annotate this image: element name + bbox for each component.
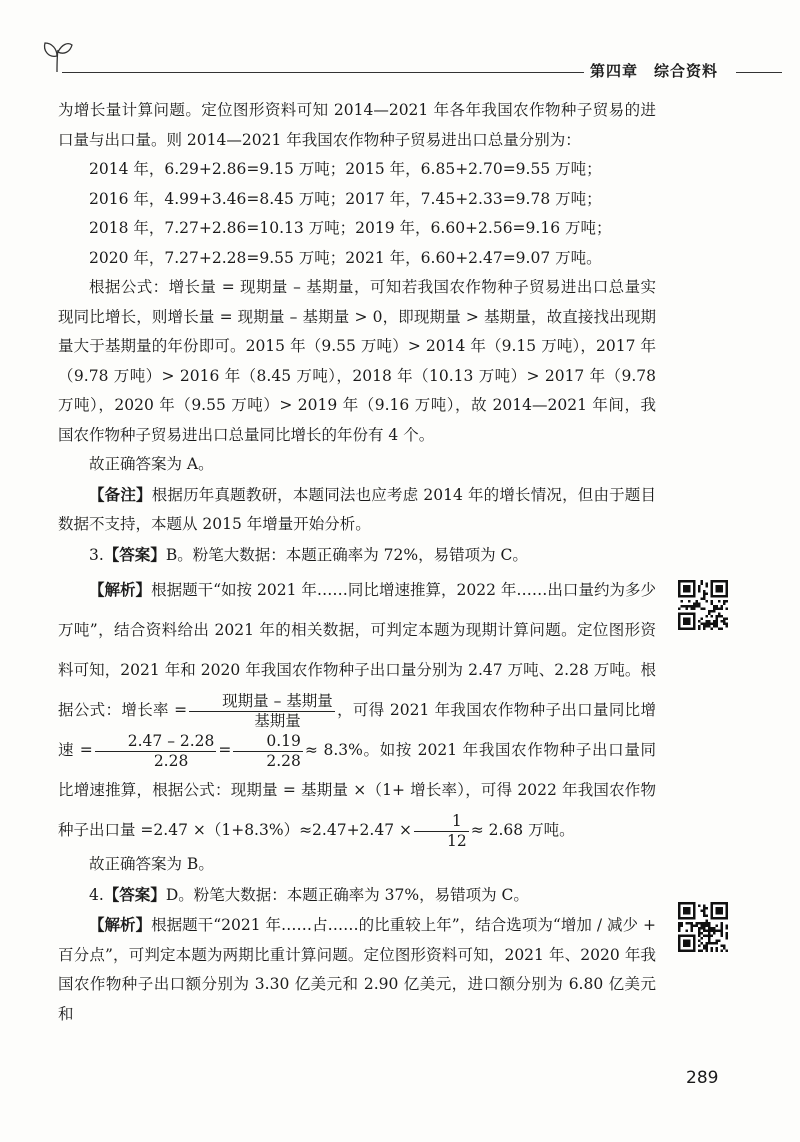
twelfth-fraction — [414, 812, 469, 850]
year-line: 2014 年，6.29+2.86=9.15 万吨；2015 年，6.85+2.70=9.55 万吨； — [89, 160, 602, 178]
year-line: 2020 年，7.27+2.28=9.55 万吨；2021 年，6.60+2.47=9.07 万吨。 — [89, 248, 602, 267]
qr-code-icon[interactable] — [678, 580, 728, 630]
fraction-denominator: 2.28 — [266, 751, 301, 770]
fraction-denominator: 基期量 — [254, 711, 301, 730]
q3-analysis-text: ，可得 2021 年我国农作物种子出口量同比增速 = — [58, 701, 656, 760]
paragraph: 故正确答案为 B。 — [89, 855, 214, 874]
q4-analysis-text: 根据题干“2021 年……占……的比重较上年”，结合选项为“增加 / 减少 + 百分点”，可判定本题为两期比重计算问题。定位图形资料可知，2021 年、2020 年我国农作物种子出口额分别为 3.30 亿美元和 2.90 亿美元，进口额分别为 6.80 亿美元和 — [58, 916, 656, 1023]
year-line: 2018 年，7.27+2.86=10.13 万吨；2019 年，6.60+2.56=9.16 万吨； — [89, 219, 612, 237]
page-header — [0, 0, 800, 90]
chapter-label: 第四章 — [590, 62, 639, 80]
header-rule — [62, 72, 584, 73]
growth-calc-fraction — [95, 732, 217, 770]
note-paragraph — [58, 480, 656, 540]
section-label: 综合资料 — [654, 62, 719, 80]
growth-rate-fraction — [189, 692, 335, 730]
q4-answer-line — [58, 880, 656, 911]
paragraph: 根据公式：增长量 = 现期量 – 基期量，可知若我国农作物种子贸易进出口总量实现同比增长，则增长量 = 现期量 – 基期量 > 0，即现期量 > 基期量，故直接找出现期量大于基期量的年份即可。2015 年（9.55 万吨）> 2014 年（9.15 万吨），2017 年（9.78 万吨）> 2016 年（8.45 万吨），2018 年（10.13 万吨）> 2017 年（9.78 万吨），2020 年（9.55 万吨）> 2019 年（9.16 万吨），故 2014—2021 年间，我国农作物种子贸易进出口总量同比增长的年份有 4 个。 — [58, 278, 656, 444]
fraction-numerator: 1 — [414, 812, 469, 832]
q4-analysis-tag: 【解析】 — [89, 915, 152, 935]
growth-result-fraction — [233, 732, 303, 770]
header-rule-right — [736, 72, 782, 73]
note-tag: 【备注】 — [89, 484, 152, 504]
fraction-denominator: 2.28 — [153, 751, 189, 770]
paragraph: 故正确答案为 A。 — [89, 455, 214, 473]
page-number: 289 — [686, 1068, 719, 1088]
fraction-numerator: 0.19 — [233, 732, 303, 752]
q4-answer-text: D。粉笔大数据：本题正确率为 37%，易错项为 C。 — [165, 885, 529, 904]
q3-number: 3. — [89, 545, 104, 564]
note-text: 根据历年真题教研，本题同法也应考虑 2014 年的增长情况，但由于题目数据不支持，本题从 2015 年增量开始分析。 — [58, 485, 656, 533]
fraction-numerator: 现期量 – 基期量 — [189, 692, 335, 712]
leaf-icon — [40, 38, 74, 74]
q3-analysis-text: 根据题干“如按 2021 年……同比增速推算，2022 年……出口量约为多少万吨”，结合资料给出 2021 年的相关数据，可判定本题为现期计算问题。定位图形资料可知，2021 年和 2020 年我国农作物种子出口量分别为 2.47 万吨、2.28 万吨。根据公式：增长率 = — [58, 581, 656, 719]
fraction-numerator: 2.47 – 2.28 — [95, 732, 217, 752]
chapter-title — [590, 60, 718, 81]
q3-answer-line — [58, 540, 656, 571]
q4-analysis — [58, 910, 656, 1029]
year-line: 2016 年，4.99+3.46=8.45 万吨；2017 年，7.45+2.33=9.78 万吨； — [89, 189, 602, 208]
equals-sign: = — [218, 741, 232, 760]
paragraph: 为增长量计算问题。定位图形资料可知 2014—2021 年各年我国农作物种子贸易的进口量与出口量。则 2014—2021 年我国农作物种子贸易进出口总量分别为： — [58, 101, 656, 149]
qr-code-icon[interactable] — [678, 902, 728, 952]
q3-analysis — [58, 570, 656, 850]
q3-analysis-tag: 【解析】 — [89, 580, 152, 599]
page-body — [58, 96, 656, 1029]
q3-answer-text: B。粉笔大数据：本题正确率为 72%，易错项为 C。 — [165, 545, 528, 564]
fraction-denominator: 12 — [446, 831, 467, 850]
q3-analysis-text: ≈ 2.68 万吨。 — [470, 821, 575, 840]
q4-answer-tag: 【答案】 — [103, 884, 166, 904]
q4-number: 4. — [89, 885, 104, 904]
q3-analysis-text: ≈ 8.3%。如按 2021 年我国农作物种子出口量同比增速推算，根据公式：现期量 = 基期量 ×（1+ 增长率），可得 2022 年我国农作物种子出口量 =2.47 ×（1+8.3%）≈2.47+2.47 × — [58, 741, 656, 840]
q3-answer-tag: 【答案】 — [103, 544, 166, 564]
